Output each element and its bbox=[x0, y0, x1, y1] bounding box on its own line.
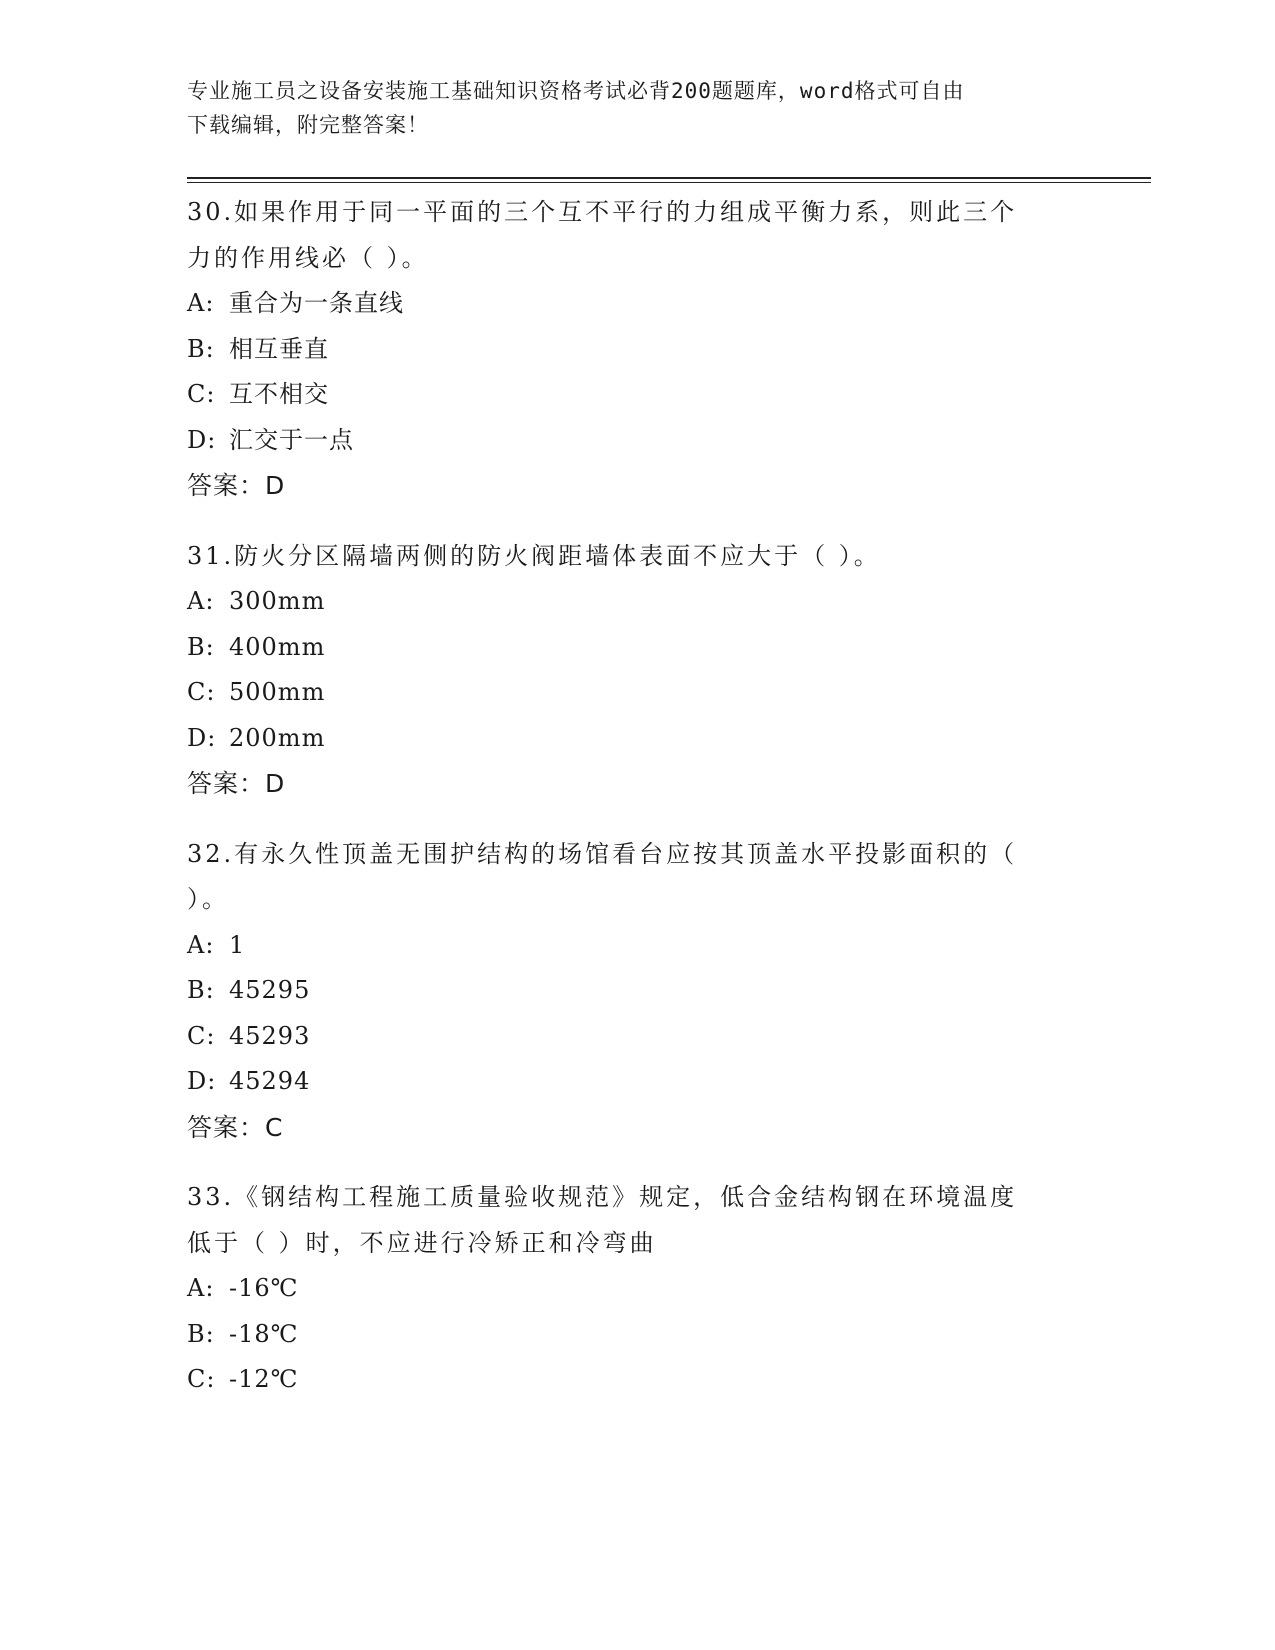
option-letter: A: bbox=[187, 1274, 215, 1302]
option-letter: D: bbox=[187, 425, 217, 454]
option-text: 相互垂直 bbox=[229, 334, 329, 363]
question-stem bbox=[187, 1175, 1067, 1221]
option-text: 300mm bbox=[229, 587, 326, 615]
question-number: 31. bbox=[187, 541, 235, 570]
option-letter: D: bbox=[187, 1067, 217, 1095]
option-c bbox=[187, 1357, 1067, 1403]
question-32 bbox=[187, 832, 1067, 1151]
option-b bbox=[187, 327, 1067, 373]
option-text: 400mm bbox=[229, 632, 326, 661]
question-number: 32. bbox=[187, 839, 235, 868]
option-text: 1 bbox=[229, 930, 246, 959]
option-d bbox=[187, 1059, 1067, 1105]
option-text: -12℃ bbox=[229, 1365, 299, 1393]
option-c bbox=[187, 372, 1067, 418]
option-letter: B: bbox=[187, 976, 215, 1004]
question-30 bbox=[187, 190, 1067, 509]
option-b bbox=[187, 968, 1067, 1014]
question-stem-line-2: ）。 bbox=[187, 885, 229, 913]
option-b bbox=[187, 625, 1067, 671]
option-a bbox=[187, 281, 1067, 327]
answer-line: 答案：D bbox=[187, 769, 286, 798]
option-text: -18℃ bbox=[229, 1319, 299, 1348]
header-line-2: 下载编辑，附完整答案！ bbox=[187, 113, 429, 137]
option-text: 45293 bbox=[229, 1021, 311, 1050]
question-stem-line-2: 低于（ ）时，不应进行冷矫正和冷弯曲 bbox=[187, 1228, 657, 1257]
option-letter: C: bbox=[187, 1021, 216, 1050]
option-text: 互不相交 bbox=[229, 380, 329, 408]
question-stem bbox=[187, 534, 1067, 580]
header-divider-thin bbox=[187, 182, 1151, 183]
option-letter: D: bbox=[187, 723, 217, 752]
question-number: 33. bbox=[187, 1183, 235, 1211]
question-stem-line-1: 如果作用于同一平面的三个互不平行的力组成平衡力系，则此三个 bbox=[234, 198, 1018, 226]
option-c bbox=[187, 1014, 1067, 1060]
option-letter: C: bbox=[187, 380, 216, 408]
question-list bbox=[187, 190, 1067, 1428]
document-header bbox=[187, 74, 1067, 142]
option-c bbox=[187, 670, 1067, 716]
question-stem bbox=[187, 190, 1067, 236]
option-a bbox=[187, 1266, 1067, 1312]
option-a bbox=[187, 579, 1067, 625]
question-number: 30. bbox=[187, 198, 235, 226]
option-d bbox=[187, 418, 1067, 464]
option-letter: C: bbox=[187, 678, 216, 706]
header-divider-thick bbox=[187, 177, 1151, 179]
option-text: 汇交于一点 bbox=[229, 425, 354, 454]
question-31 bbox=[187, 534, 1067, 807]
option-text: 45294 bbox=[229, 1067, 311, 1095]
option-letter: A: bbox=[187, 289, 215, 317]
question-33 bbox=[187, 1175, 1067, 1403]
option-letter: B: bbox=[187, 334, 215, 363]
option-d bbox=[187, 716, 1067, 762]
option-b bbox=[187, 1312, 1067, 1358]
option-letter: A: bbox=[187, 587, 215, 615]
question-stem-line-1: 有永久性顶盖无围护结构的场馆看台应按其顶盖水平投影面积的（ bbox=[234, 839, 1018, 868]
option-text: 200mm bbox=[229, 723, 326, 752]
question-stem-line-1: 《钢结构工程施工质量验收规范》规定，低合金结构钢在环境温度 bbox=[234, 1183, 1018, 1211]
option-text: -16℃ bbox=[229, 1274, 299, 1302]
answer-line: 答案：C bbox=[187, 1112, 284, 1142]
question-stem-line-1: 防火分区隔墙两侧的防火阀距墙体表面不应大于（ ）。 bbox=[234, 541, 881, 570]
header-line-1: 专业施工员之设备安装施工基础知识资格考试必背200题题库，word格式可自由 bbox=[187, 79, 965, 103]
question-stem bbox=[187, 832, 1067, 878]
option-text: 500mm bbox=[229, 678, 326, 706]
option-text: 重合为一条直线 bbox=[229, 289, 404, 317]
option-letter: A: bbox=[187, 930, 215, 959]
option-a bbox=[187, 923, 1067, 969]
question-stem-line-2: 力的作用线必（ ）。 bbox=[187, 243, 429, 272]
option-letter: C: bbox=[187, 1365, 216, 1393]
option-text: 45295 bbox=[229, 976, 311, 1004]
option-letter: B: bbox=[187, 1319, 215, 1348]
option-letter: B: bbox=[187, 632, 215, 661]
answer-line: 答案：D bbox=[187, 471, 286, 500]
